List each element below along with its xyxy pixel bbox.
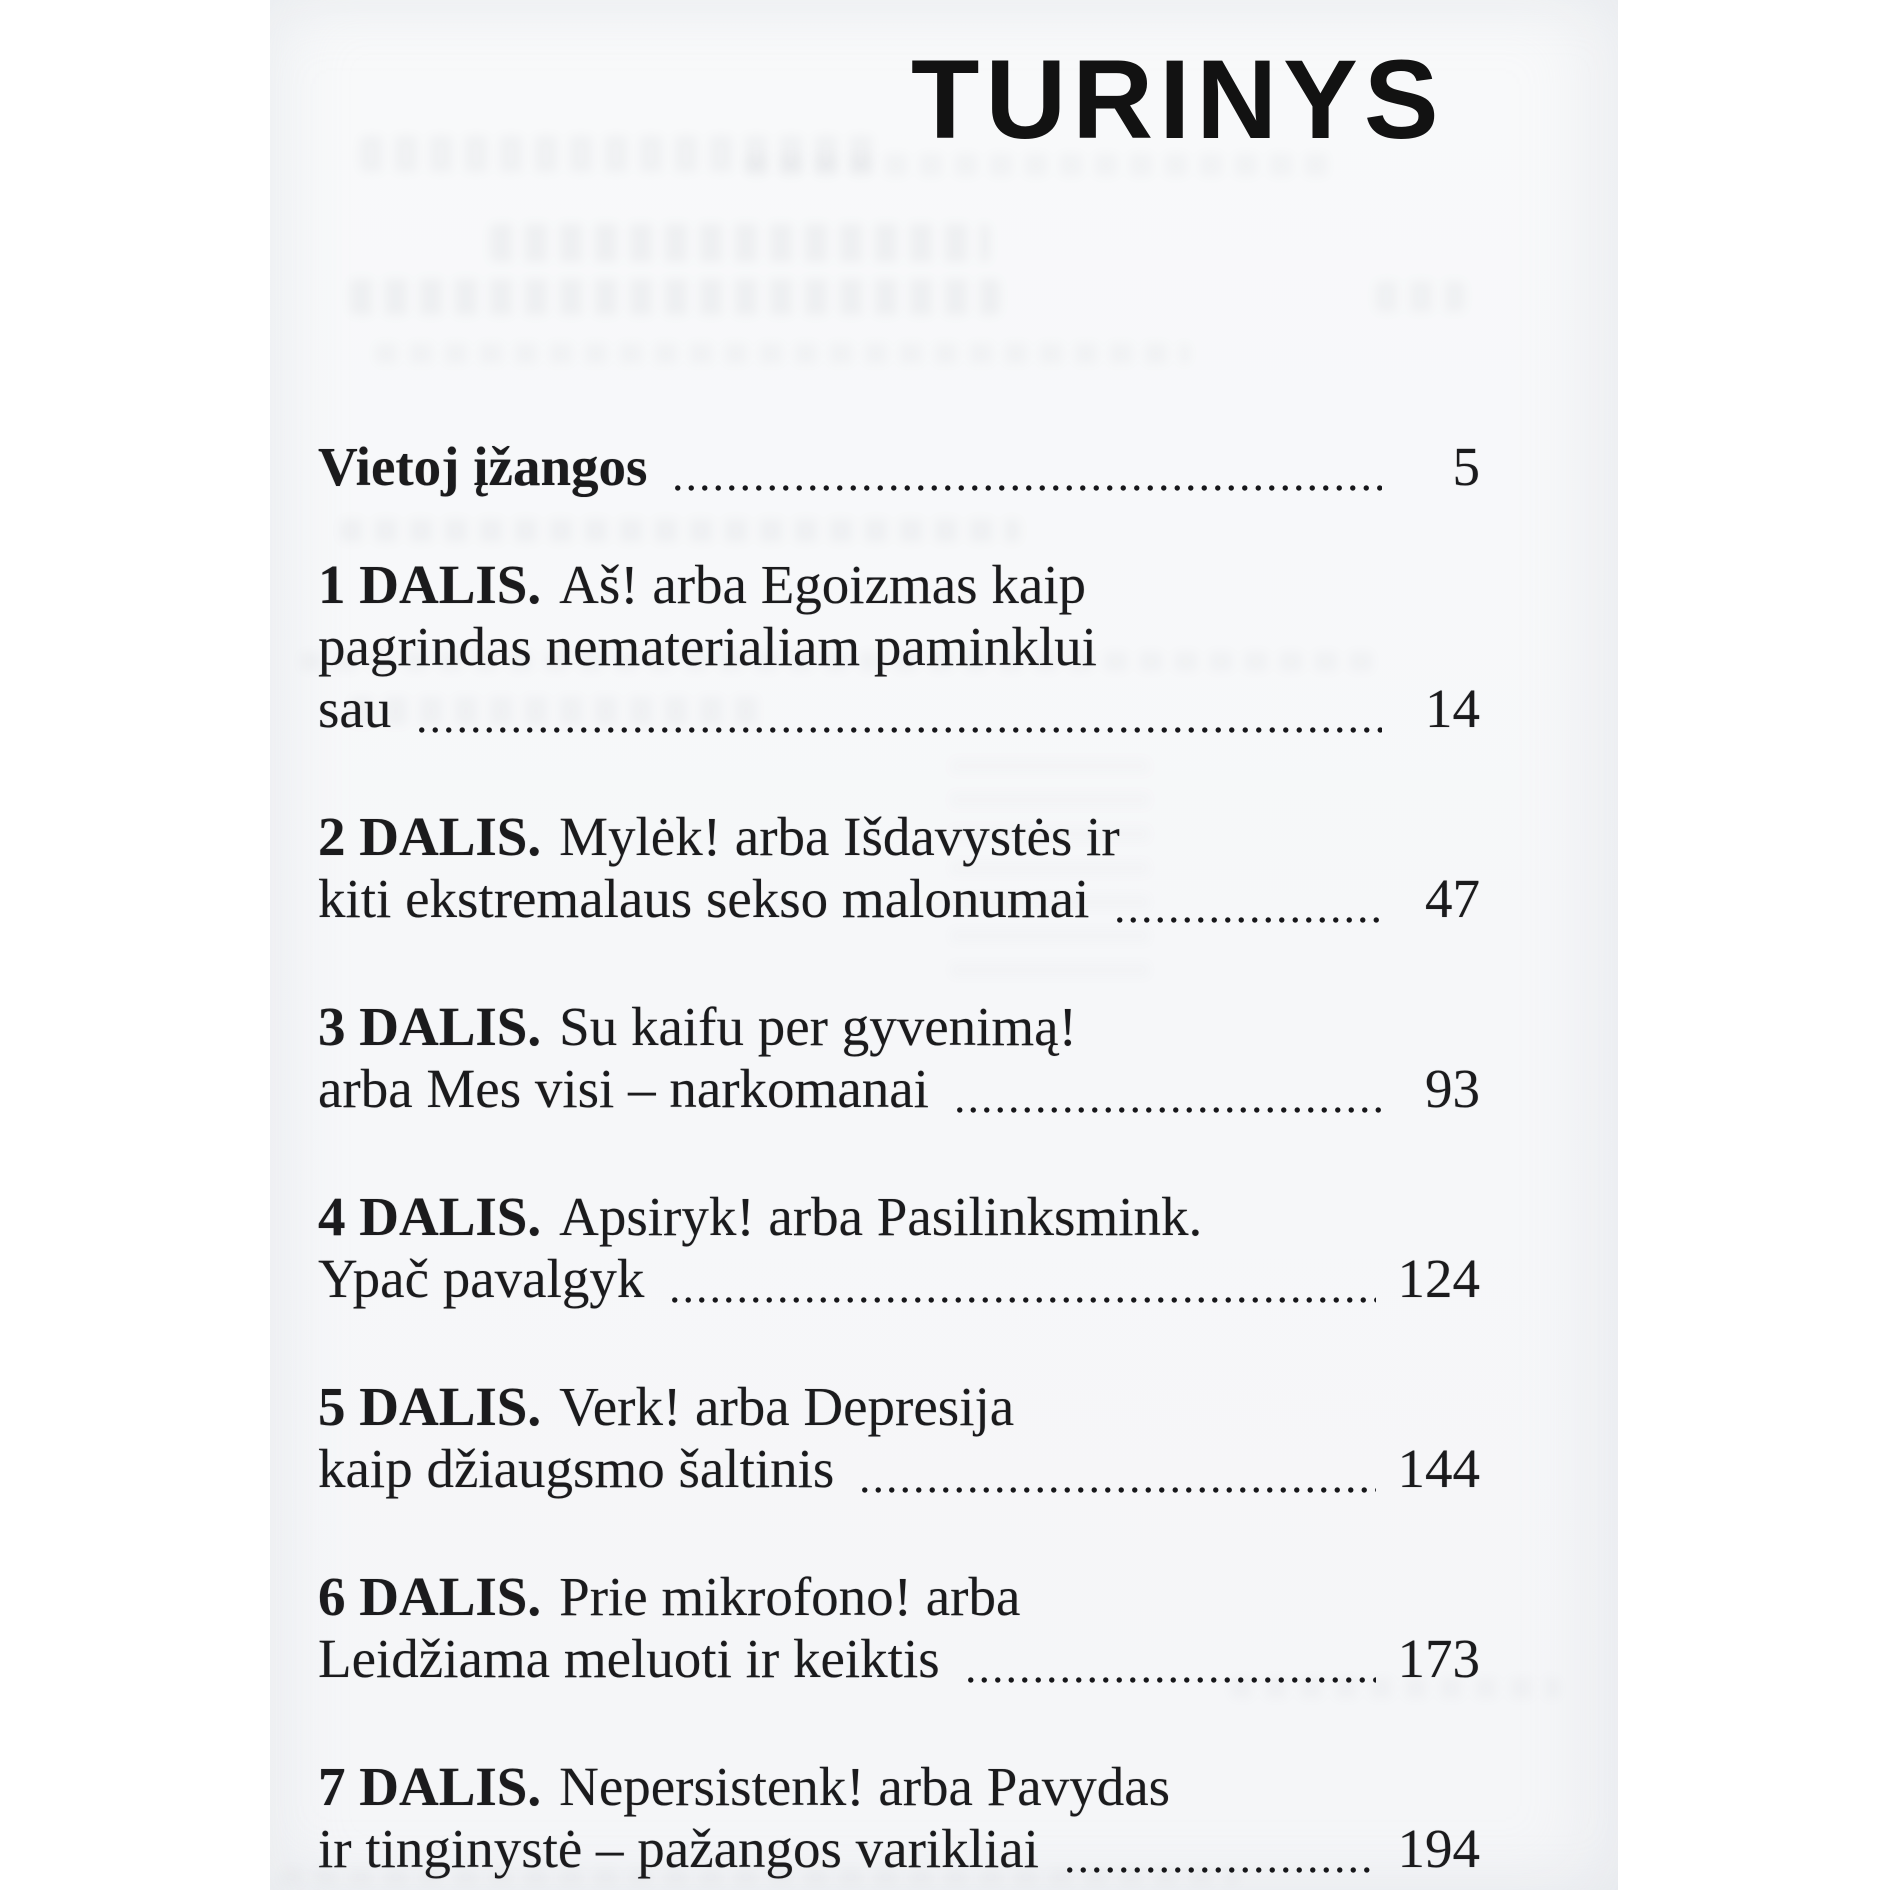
entry-title-text: Aš! arba Egoizmas kaip bbox=[559, 554, 1087, 615]
entry-title-text: Nepersistenk! arba Pavydas bbox=[559, 1756, 1171, 1817]
entry-label: 5 DALIS. bbox=[318, 1376, 542, 1437]
bleedthrough-smudge bbox=[490, 224, 990, 262]
entry-first-line bbox=[318, 1186, 1480, 1248]
toc-entry bbox=[318, 1376, 1480, 1500]
entry-last-line bbox=[318, 1248, 1480, 1310]
dot-leader bbox=[1113, 916, 1382, 924]
table-of-contents bbox=[318, 436, 1480, 1890]
entry-page-number: 14 bbox=[1425, 678, 1480, 739]
entry-first-line bbox=[318, 554, 1480, 616]
bleedthrough-smudge bbox=[1375, 281, 1465, 312]
entry-title-text: Apsiryk! arba Pasilinksmink. bbox=[559, 1186, 1203, 1247]
entry-first-line bbox=[318, 1376, 1480, 1438]
entry-last-text: kaip džiaugsmo šaltinis bbox=[318, 1438, 835, 1499]
entry-label: 4 DALIS. bbox=[318, 1186, 542, 1247]
dot-leader bbox=[953, 1106, 1382, 1114]
entry-page-number: 124 bbox=[1397, 1248, 1480, 1309]
entry-label: 1 DALIS. bbox=[318, 554, 542, 615]
page-title: TURINYS bbox=[911, 37, 1445, 162]
entry-title-text: Prie mikrofono! arba bbox=[559, 1566, 1021, 1627]
entry-first-line bbox=[318, 996, 1480, 1058]
entry-first-line bbox=[318, 806, 1480, 868]
entry-label: 6 DALIS. bbox=[318, 1566, 542, 1627]
entry-title-line: pagrindas nematerialiam paminklui bbox=[318, 616, 1097, 677]
entry-first-line bbox=[318, 1756, 1480, 1818]
entry-label: 3 DALIS. bbox=[318, 996, 542, 1057]
dot-leader bbox=[415, 726, 1382, 734]
intro-page-number: 5 bbox=[1452, 436, 1480, 497]
entry-title-text: Verk! arba Depresija bbox=[559, 1376, 1015, 1437]
toc-entry bbox=[318, 1756, 1480, 1880]
entry-last-line bbox=[318, 1058, 1480, 1120]
dot-leader bbox=[1063, 1866, 1376, 1874]
entry-page-number: 144 bbox=[1397, 1438, 1480, 1499]
dot-leader bbox=[858, 1486, 1375, 1494]
bleedthrough-smudge bbox=[350, 279, 1000, 315]
entry-title-text: Mylėk! arba Išdavystės ir bbox=[559, 806, 1120, 867]
entry-title-text: Su kaifu per gyvenimą! bbox=[559, 996, 1077, 1057]
entry-last-text: Leidžiama meluoti ir keiktis bbox=[318, 1628, 940, 1689]
book-page bbox=[270, 0, 1618, 1890]
entry-first-line bbox=[318, 1566, 1480, 1628]
entry-last-text: kiti ekstremalaus sekso malonumai bbox=[318, 868, 1090, 929]
entry-label: 2 DALIS. bbox=[318, 806, 542, 867]
toc-entry bbox=[318, 1566, 1480, 1690]
entry-last-text: arba Mes visi – narkomanai bbox=[318, 1058, 929, 1119]
entry-last-text: sau bbox=[318, 678, 392, 739]
dot-leader bbox=[668, 1296, 1375, 1304]
toc-entry bbox=[318, 554, 1480, 740]
entry-page-number: 93 bbox=[1425, 1058, 1480, 1119]
entry-page-number: 194 bbox=[1397, 1818, 1480, 1879]
entry-page-number: 173 bbox=[1397, 1628, 1480, 1689]
toc-intro-row bbox=[318, 436, 1480, 498]
toc-entries bbox=[318, 554, 1480, 1880]
entry-last-line bbox=[318, 868, 1480, 930]
bleedthrough-smudge bbox=[375, 343, 1190, 364]
toc-entry bbox=[318, 806, 1480, 930]
dot-leader bbox=[671, 484, 1382, 492]
entry-last-line bbox=[318, 1818, 1480, 1880]
dot-leader bbox=[964, 1676, 1376, 1684]
toc-entry bbox=[318, 996, 1480, 1120]
entry-page-number: 47 bbox=[1425, 868, 1480, 929]
intro-label: Vietoj įžangos bbox=[318, 436, 648, 497]
toc-entry bbox=[318, 1186, 1480, 1310]
entry-last-text: Ypač pavalgyk bbox=[318, 1248, 645, 1309]
entry-last-line bbox=[318, 1628, 1480, 1690]
entry-label: 7 DALIS. bbox=[318, 1756, 542, 1817]
entry-last-text: ir tinginystė – pažangos varikliai bbox=[318, 1818, 1039, 1879]
entry-last-line bbox=[318, 678, 1480, 740]
entry-last-line bbox=[318, 1438, 1480, 1500]
